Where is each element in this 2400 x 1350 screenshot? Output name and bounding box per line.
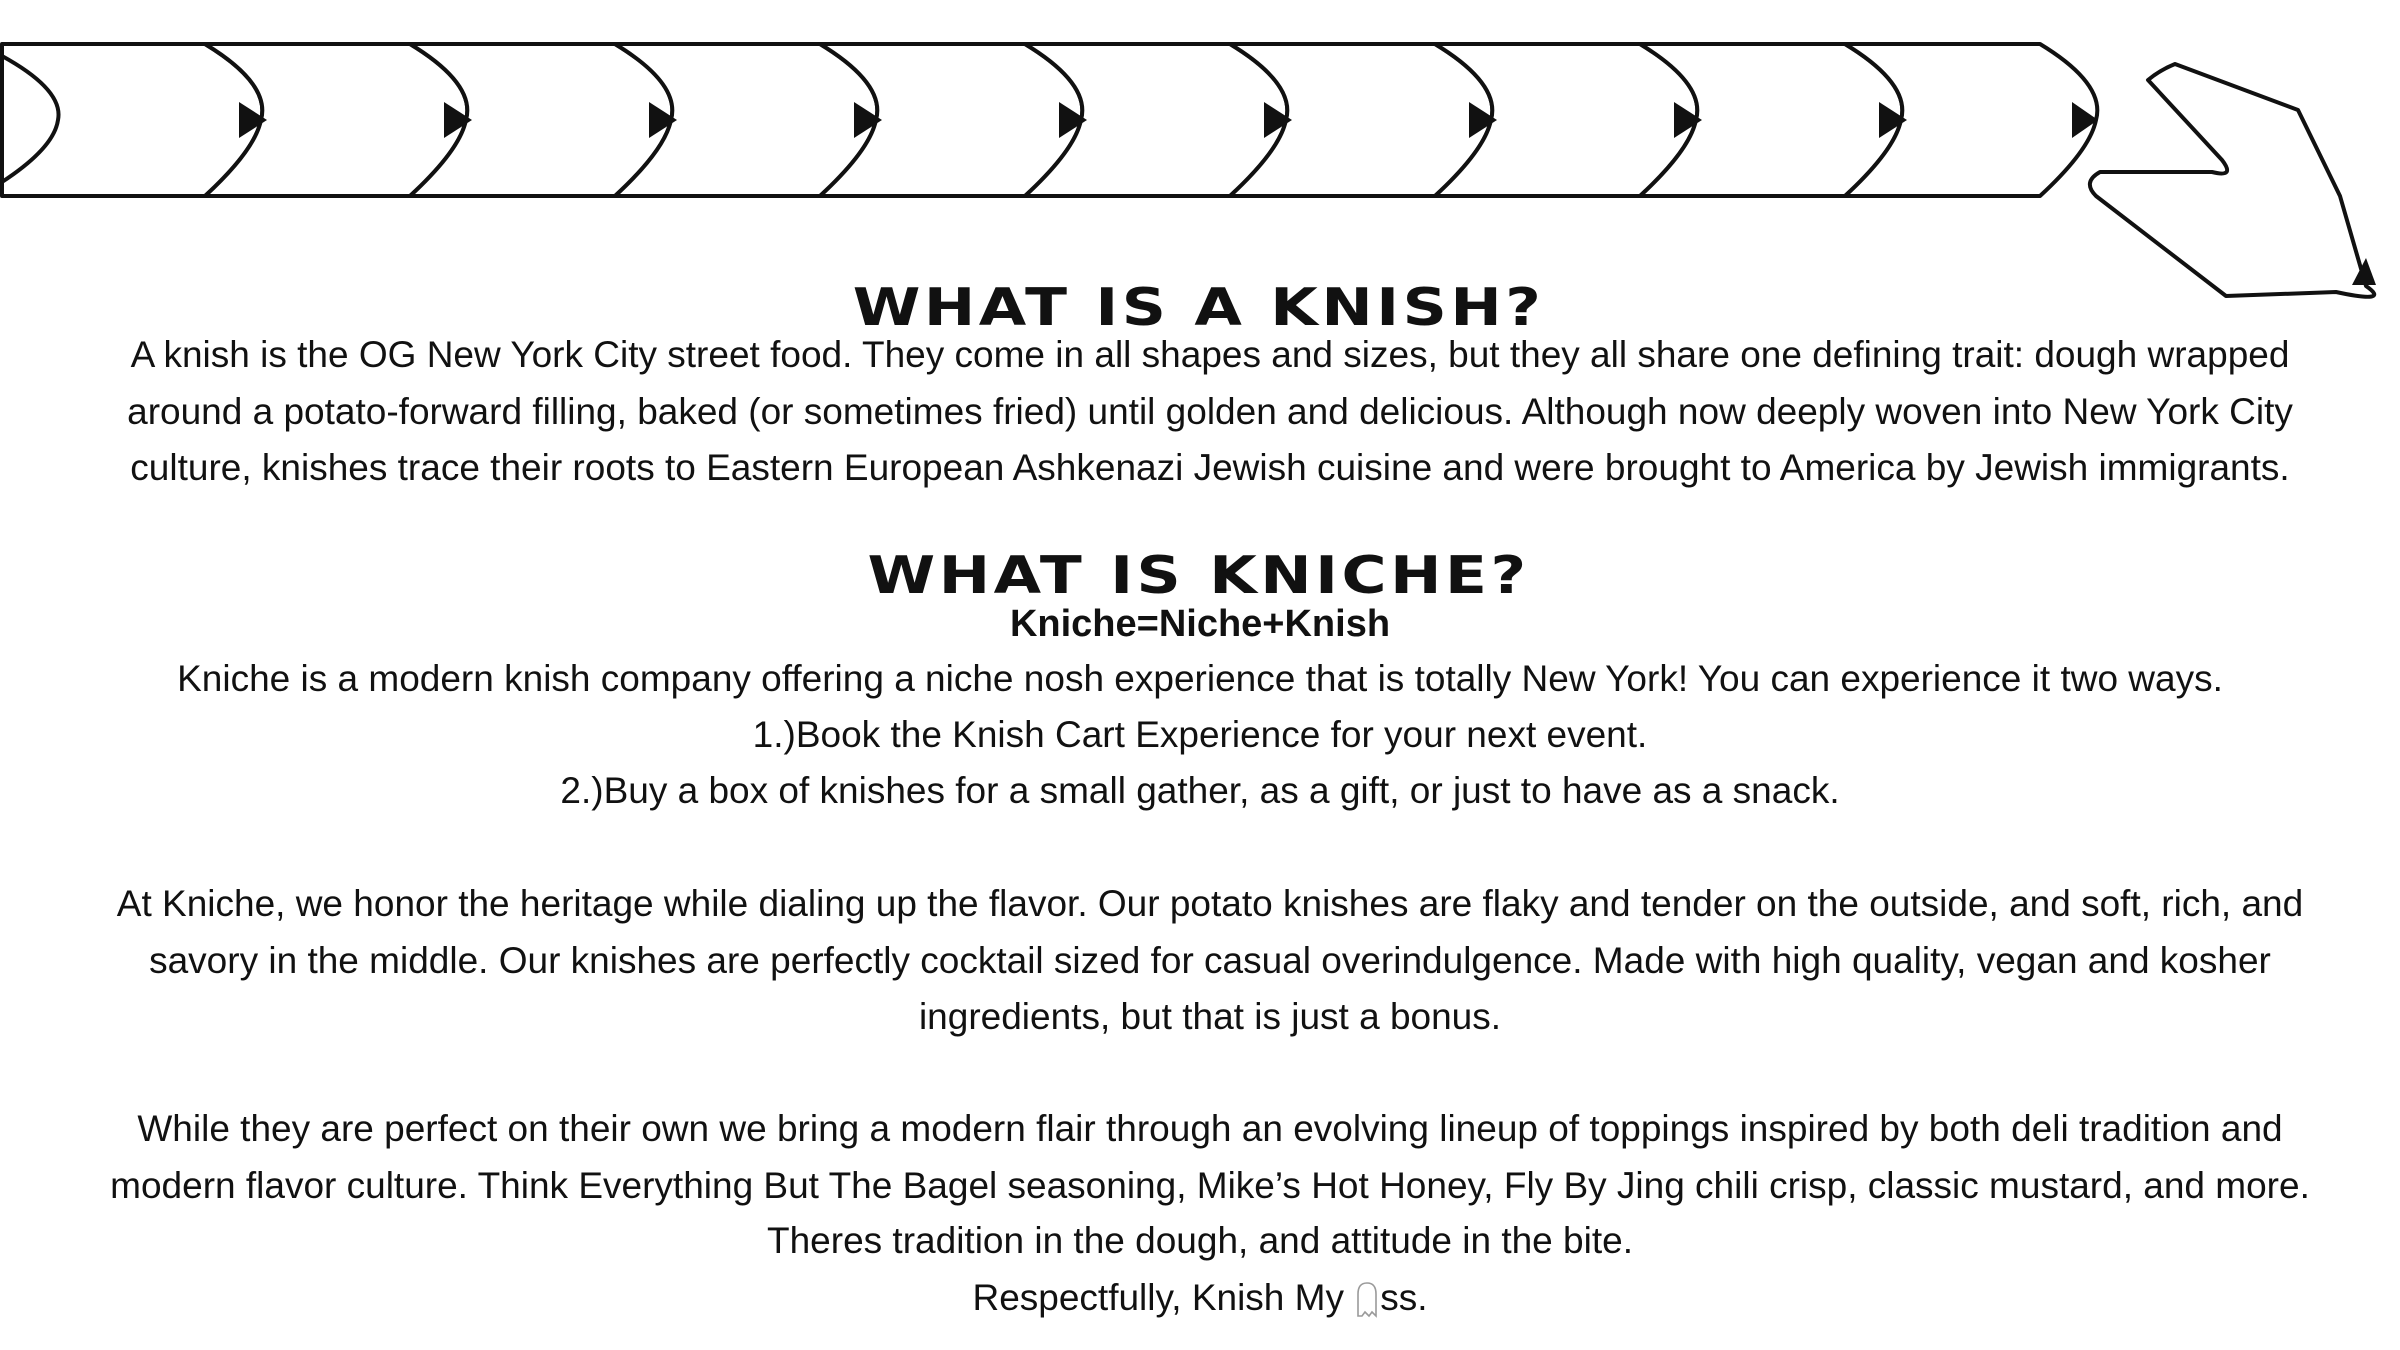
- knish-description: A knish is the OG New York City street food. They come in all shapes and sizes, but they all share one defining trait: dough wrapped around a potato-forward filling, baked (or sometimes fried) until golden and delicious. Although now deeply woven into New York City culture, knishes trace their roots to Eastern European Ashkenazi Jewish cuisine and were brought to America by Jewish immigrants.: [127, 334, 2293, 488]
- signoff-text-start: Respectfully, Knish My: [972, 1277, 1355, 1318]
- option-two: 2.)Buy a box of knishes for a small gather, as a gift, or just to have as a snack.: [560, 770, 1840, 811]
- signoff-text-end: ss.: [1380, 1277, 1428, 1318]
- kniche-intro: Kniche is a modern knish company offering a niche nosh experience that is totally New York! You can experience it two ways.: [177, 658, 2223, 699]
- what-is-a-knish-heading: WHAT IS A KNISH?: [852, 278, 1545, 338]
- heritage-paragraph: At Kniche, we honor the heritage while dialing up the flavor. Our potato knishes are flaky and tender on the outside, and soft, rich, and savory in the middle. Our knishes are perfectly cocktail sized for casual overindulgence. Made with high quality, vegan and kosher ingredients, but that is just a bonus.: [116, 883, 2304, 1037]
- what-is-kniche-heading: WHAT IS KNICHE?: [867, 546, 1530, 606]
- ghost-icon: [1354, 1280, 1380, 1318]
- toppings-paragraph: While they are perfect on their own we bring a modern flair through an evolving lineup of toppings inspired by both deli tradition and modern flavor culture. Think Everything But The Bagel seasoning, Mike’s Hot Honey, Fly By Jing chili crisp, classic mustard, and more.: [110, 1108, 2310, 1206]
- signoff-line: [0, 1270, 2400, 1326]
- option-one: 1.)Book the Knish Cart Experience for your next event.: [752, 714, 1648, 755]
- tradition-line: Theres tradition in the dough, and attitude in the bite.: [767, 1220, 1633, 1261]
- kniche-equation: Kniche=Niche+Knish: [1009, 603, 1391, 645]
